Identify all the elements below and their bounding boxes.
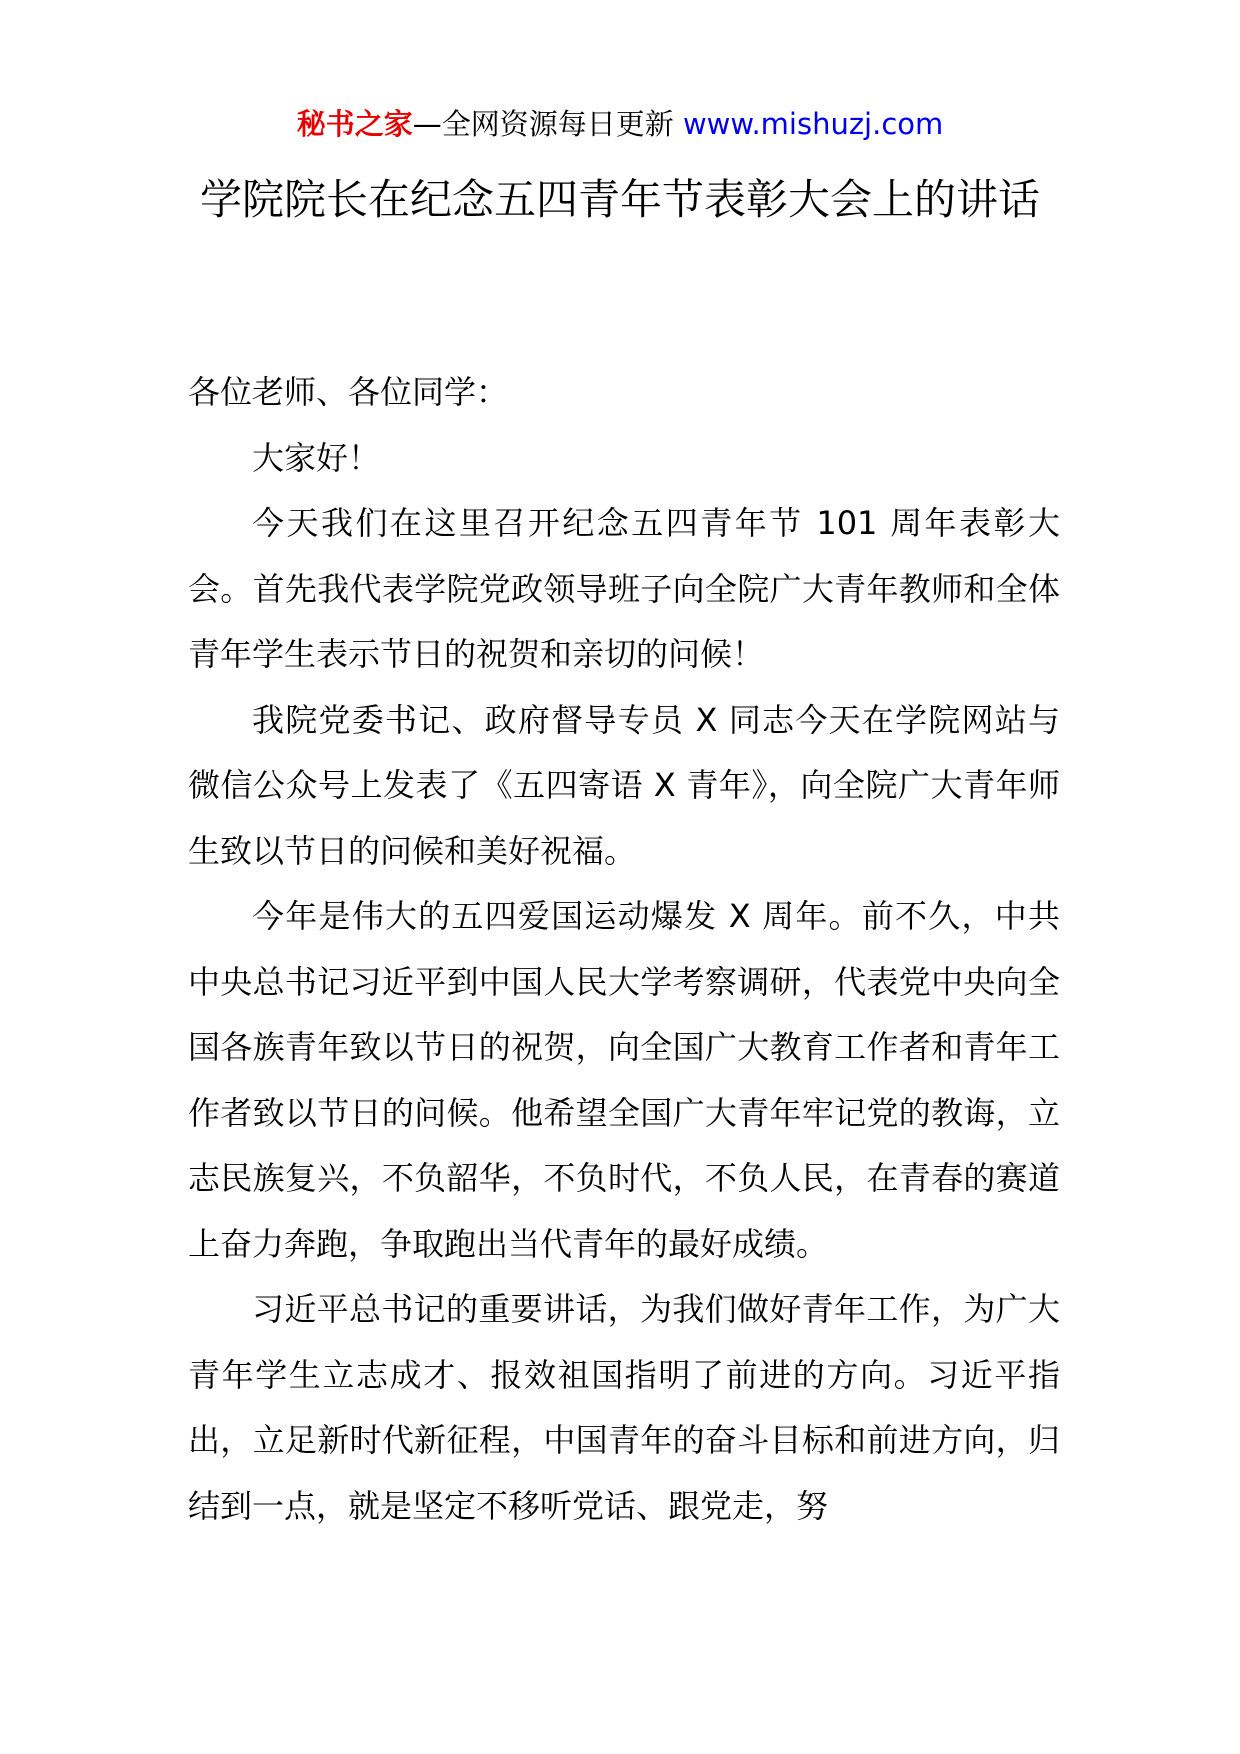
paragraph: 今年是伟大的五四爱国运动爆发 X 周年。前不久，中共中央总书记习近平到中国人民大学考察调研，代表党中央向全国各族青年致以节日的祝贺，向全国广大教育工作者和青年工作者致以节日的问候。他希望全国广大青年牢记党的教诲，立志民族复兴，不负韶华，不负时代，不负人民，在青春的赛道上奋力奔跑，争取跑出当代青年的最好成绩。 [188,897,1060,1263]
site-tagline: —全网资源每日更新 [412,107,674,141]
paragraph: 习近平总书记的重要讲话，为我们做好青年工作，为广大青年学生立志成才、报效祖国指明了前进的方向。习近平指出，立足新时代新征程，中国青年的奋斗目标和前进方向，归结到一点，就是坚定不移听党话、跟党走，努 [188,1290,1060,1525]
paragraph: 大家好！ [252,438,381,477]
site-brand: 秘书之家 [296,107,413,141]
paragraph: 今天我们在这里召开纪念五四青年节 101 周年表彰大会。首先我代表学院党政领导班子向全院广大青年教师和全体青年学生表示节日的祝贺和亲切的问候！ [188,504,1060,673]
document-title: 学院院长在纪念五四青年节表彰大会上的讲话 [199,175,1040,224]
site-url-link[interactable]: www.mishuzj.com [682,107,944,141]
site-header [0,104,1240,144]
paragraph: 我院党委书记、政府督导专员 X 同志今天在学院网站与微信公众号上发表了《五四寄语 X 青年》，向全院广大青年师生致以节日的问候和美好祝福。 [188,700,1060,870]
document-body [188,360,1060,1539]
salutation: 各位老师、各位同学： [188,373,509,411]
